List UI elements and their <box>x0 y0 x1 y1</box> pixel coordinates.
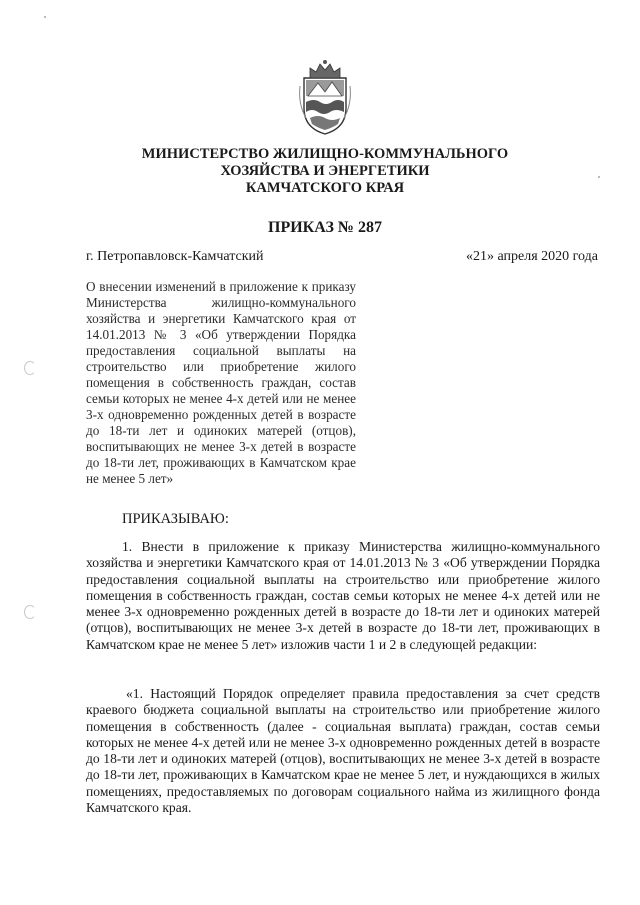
punch-hole-mark <box>24 605 36 619</box>
paragraph-2: «1. Настоящий Порядок определяет правила предоставления за счет средств краевого бюджета социальной выплаты на строительство или приобретение жилого помещения в собственность (далее - социальная выплата) граждан, состав семьи которых не менее 4-х детей или не менее 3-х одновременно рожденных детей в возрасте до 18-ти лет и одиноких матерей (отцов), воспитывающих не менее 3-х детей в возрасте до 18-ти лет, проживающих в Камчатском крае не менее 5 лет, и нуждающихся в жилых помещениях, предоставляемых по договорам социального найма из жилищного фонда Камчатского края. <box>86 686 600 816</box>
paragraph-1: 1. Внести в приложение к приказу Министерства жилищно-коммунального хозяйства и энергетики Камчатского края от 14.01.2013 № 3 «Об утверждении Порядка предоставления социальной выплаты на строительство или приобретение жилого помещения в собственность граждан, состав семьи которых не менее 4-х детей или не менее 3-х одновременно рожденных детей в возрасте до 18-ти лет и одиноких матерей (отцов), воспитывающих не менее 3-х детей в возрасте до 18-ти лет, проживающих в Камчатском крае не менее 5 лет» изложив части 1 и 2 в следующей редакции: <box>86 539 600 652</box>
order-title: ПРИКАЗ № 287 <box>268 219 382 236</box>
org-line-2: ХОЗЯЙСТВА И ЭНЕРГЕТИКИ <box>220 163 430 179</box>
kamchatka-coat-of-arms-icon <box>296 56 354 136</box>
punch-hole-mark <box>24 361 36 375</box>
order-subject: О внесении изменений в приложение к приказу Министерства жилищно-коммунального хозяйства и энергетики Камчатского края от 14.01.2013 № 3 «Об утверждении Порядка предоставления социальной выплаты на строительство или приобретение жилого помещения в собственность граждан, состав семьи которых не менее 4-х детей или не менее 3-х одновременно рожденных детей в возрасте до 18-ти лет и одиноких матерей (отцов), воспитывающих не менее 3-х детей в возрасте до 18-ти лет, проживающих в Камчатском крае не менее 5 лет» <box>86 279 356 486</box>
ministry-name <box>120 146 530 197</box>
scan-speck <box>44 16 46 18</box>
org-line-3: КАМЧАТСКОГО КРАЯ <box>245 180 405 196</box>
scan-speck <box>598 176 600 178</box>
order-date: «21» апреля 2020 года <box>466 249 598 264</box>
decree-word: ПРИКАЗЫВАЮ: <box>122 511 229 527</box>
order-city: г. Петропавловск-Камчатский <box>86 249 264 264</box>
org-line-1: МИНИСТЕРСТВО ЖИЛИЩНО-КОММУНАЛЬНОГО <box>141 146 509 162</box>
